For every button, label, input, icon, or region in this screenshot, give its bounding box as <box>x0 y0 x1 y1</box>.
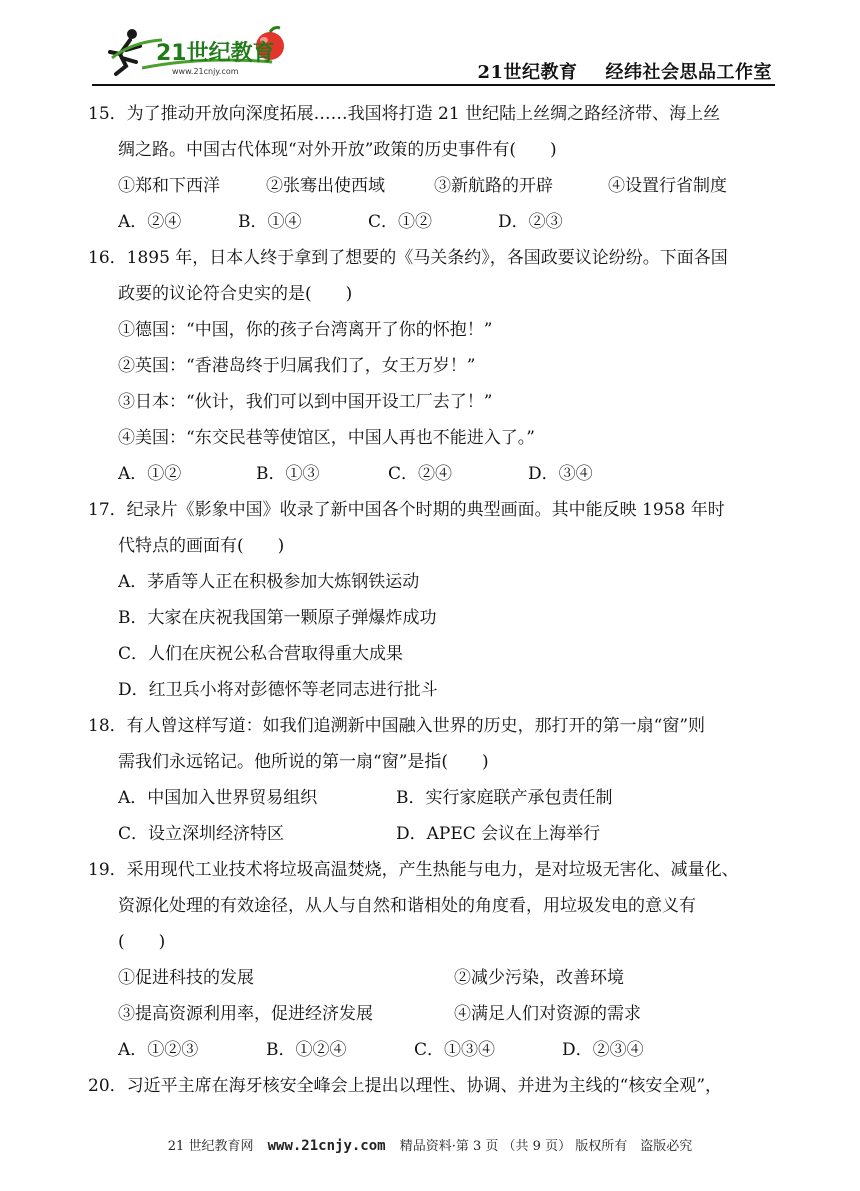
question-text: 18．有人曾这样写道：如我们追溯新中国融入世界的历史，那打开的第一扇“窗”则 <box>88 716 706 736</box>
answer-option[interactable]: B．①④ <box>238 212 302 232</box>
answer-option[interactable]: D．②③④ <box>562 1040 644 1060</box>
logo <box>92 22 292 78</box>
statement-items <box>88 168 778 204</box>
page-footer <box>0 1135 860 1154</box>
answer-option[interactable]: B．实行家庭联产承包责任制 <box>396 788 613 808</box>
question-text: 需我们永远铭记。他所说的第一扇“窗”是指( ) <box>118 752 489 772</box>
question-17 <box>88 492 778 708</box>
statement-items <box>88 996 778 1032</box>
footer-site-name: 21 世纪教育网 <box>167 1139 254 1154</box>
statement-item: ①促进科技的发展 <box>118 968 254 988</box>
statement-item: ③提高资源利用率，促进经济发展 <box>118 1004 373 1024</box>
answer-option[interactable]: C．②④ <box>388 464 453 484</box>
footer-url-link[interactable]: www.21cnjy.com <box>267 1138 386 1154</box>
logo-text: 21世纪教育 <box>156 41 275 66</box>
answer-options <box>88 456 778 492</box>
question-15 <box>88 96 778 240</box>
question-text: 政要的议论符合史实的是( ) <box>118 284 353 304</box>
question-18 <box>88 708 778 852</box>
answer-option[interactable]: A．中国加入世界贸易组织 <box>118 788 318 808</box>
statement-item: ④美国：“东交民巷等使馆区，中国人再也不能进入了。” <box>118 428 535 448</box>
statement-item: ③日本：“伙计，我们可以到中国开设工厂去了！” <box>118 392 493 412</box>
statement-item: ①郑和下西洋 <box>118 176 220 196</box>
answer-option[interactable]: A．②④ <box>118 212 182 232</box>
answer-option[interactable]: A．茅盾等人正在积极参加大炼钢铁运动 <box>118 572 420 592</box>
answer-options <box>88 204 778 240</box>
answer-option[interactable]: A．①② <box>118 464 182 484</box>
header-divider <box>92 84 775 86</box>
answer-option[interactable]: C．人们在庆祝公私合营取得重大成果 <box>118 644 404 664</box>
answer-option[interactable]: B．①③ <box>256 464 320 484</box>
logo-url: www.21cnjy.com <box>172 67 239 76</box>
question-text: 19．采用现代工业技术将垃圾高温焚烧，产生热能与电力，是对垃圾无害化、减量化、 <box>88 860 739 880</box>
statement-item: ①德国：“中国，你的孩子台湾离开了你的怀抱！” <box>118 320 493 340</box>
question-text: 代特点的画面有( ) <box>118 536 285 556</box>
statement-item: ②英国：“香港岛终于归属我们了，女王万岁！” <box>118 356 476 376</box>
brand-name: 21世纪教育 <box>477 62 578 83</box>
question-19 <box>88 852 778 1068</box>
question-text: 绸之路。中国古代体现“对外开放”政策的历史事件有( ) <box>118 140 557 160</box>
statement-item: ④设置行省制度 <box>608 176 727 196</box>
page-header <box>0 0 860 86</box>
question-text: 17．纪录片《影象中国》收录了新中国各个时期的典型画面。其中能反映 1958 年时 <box>88 500 725 520</box>
question-16 <box>88 240 778 492</box>
answer-option[interactable]: D．②③ <box>498 212 563 232</box>
footer-page-info: 精品资料·第 3 页 （共 9 页） 版权所有 盗版必究 <box>399 1139 693 1154</box>
statement-items <box>88 960 778 996</box>
answer-option[interactable]: C．设立深圳经济特区 <box>118 824 285 844</box>
statement-item: ③新航路的开辟 <box>434 176 553 196</box>
statement-item: ②张骞出使西域 <box>266 176 385 196</box>
answer-options <box>88 816 778 852</box>
header-title <box>477 58 772 84</box>
question-text: 资源化处理的有效途径，从人与自然和谐相处的角度看，用垃圾发电的意义有 <box>118 896 696 916</box>
answer-option[interactable]: D．③④ <box>528 464 593 484</box>
statement-item: ②减少污染，改善环境 <box>454 968 624 988</box>
answer-option[interactable]: D．APEC 会议在上海举行 <box>396 824 601 844</box>
answer-option[interactable]: D．红卫兵小将对彭德怀等老同志进行批斗 <box>118 680 438 700</box>
question-text: 16．1895 年，日本人终于拿到了想要的《马关条约》，各国政要议论纷纷。下面各国 <box>88 248 728 268</box>
statement-item: ④满足人们对资源的需求 <box>454 1004 641 1024</box>
question-list <box>88 96 778 1104</box>
question-text: 15．为了推动开放向深度拓展……我国将打造 21 世纪陆上丝绸之路经济带、海上丝 <box>88 104 721 124</box>
studio-name: 经纬社会思品工作室 <box>605 62 772 83</box>
answer-options <box>88 780 778 816</box>
answer-option[interactable]: B．①②④ <box>266 1040 347 1060</box>
answer-option[interactable]: A．①②③ <box>118 1040 199 1060</box>
answer-option[interactable]: C．①③④ <box>414 1040 496 1060</box>
answer-options <box>88 1032 778 1068</box>
question-20 <box>88 1068 778 1104</box>
answer-option[interactable]: C．①② <box>368 212 433 232</box>
answer-option[interactable]: B．大家在庆祝我国第一颗原子弹爆炸成功 <box>118 608 437 628</box>
question-text: ( ) <box>118 932 166 952</box>
question-text: 20．习近平主席在海牙核安全峰会上提出以理性、协调、并进为主线的“核安全观”， <box>88 1076 723 1096</box>
